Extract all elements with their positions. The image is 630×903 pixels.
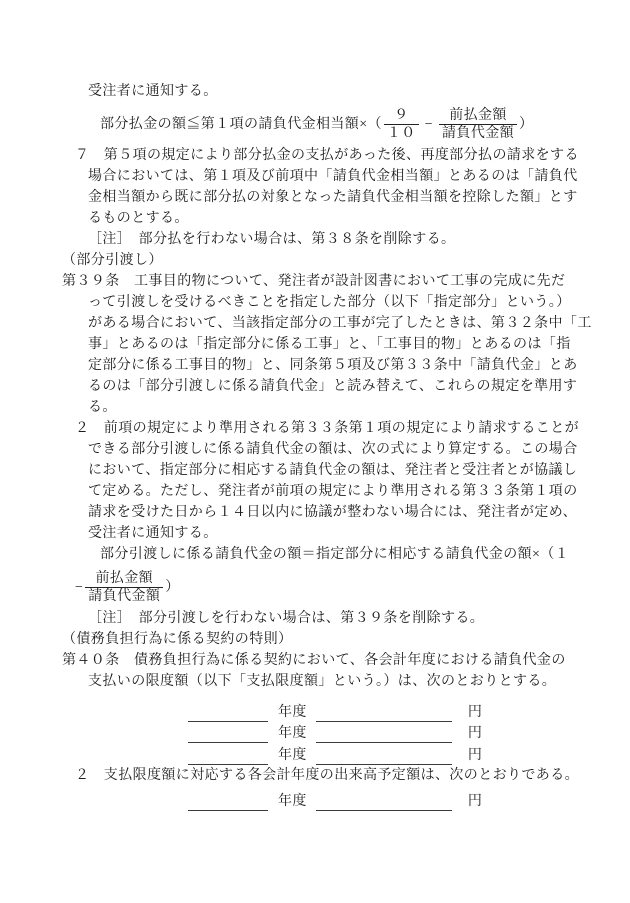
text-line: って引渡しを受けるべきことを指定した部分（以下「指定部分」という。） (88, 295, 571, 310)
year-label: 年度 (278, 726, 307, 741)
paragraph-7-line: ７ 第５項の規定により部分払金の支払があった後、再度部分払の請求をする (75, 148, 579, 163)
formula-partial-delivery-line2 (62, 570, 582, 605)
text-line: 受注者に通知する。 (88, 526, 218, 541)
text-line: るものとする。 (88, 211, 189, 226)
fill-in-row (62, 743, 582, 765)
blank-field-amount (316, 705, 452, 722)
payment-limit-fill-rows (62, 700, 582, 765)
blank-field-amount (316, 748, 452, 765)
fill-in-row (62, 790, 582, 812)
fraction-numerator: 前払金額 (95, 571, 154, 586)
formula-close-paren: ） (165, 580, 180, 595)
text-line: る。 (88, 400, 117, 415)
fraction-numerator: ９ (394, 108, 409, 123)
text-line: 受注者に通知する。 (88, 84, 218, 99)
section-heading-debt-burden: （債務負担行為に係る契約の特則） (62, 632, 293, 647)
blank-field-year (188, 705, 268, 722)
blank-field-year (188, 748, 268, 765)
blank-field-year (188, 794, 268, 811)
year-label: 年度 (278, 747, 307, 763)
yen-unit-label: 円 (467, 747, 483, 763)
document-page (62, 81, 592, 811)
text-line: 事」とあるのは「指定部分に係る工事」と、「工事目的物」とあるのは「指 (88, 337, 571, 352)
fraction-numerator: 前払金額 (449, 108, 507, 123)
text-line: て定める。ただし、発注者が前項の規定により準用される第３３条第１項の (88, 484, 578, 499)
yen-unit-label: 円 (467, 794, 483, 809)
text-line: 支払いの限度額（以下「支払限度額」という。）は、次のとおりとする。 (88, 674, 557, 689)
fraction-advance-payment (85, 570, 163, 605)
text-line: 場合においては、第１項及び前項中「請負代金相当額」とあるのは「請負代 (88, 169, 578, 184)
text-line: できる部分引渡しに係る請負代金の額は、次の式により算定する。この場合 (88, 442, 578, 457)
article-40-line: 第４０条 債務負担行為に係る契約において、各会計年度における請負代金の (62, 653, 566, 668)
note-line: ［注］ 部分引渡しを行わない場合は、第３９条を削除する。 (88, 611, 485, 626)
year-label: 年度 (278, 794, 307, 809)
text-line: 金相当額から既に部分払の対象となった請負代金相当額を控除した額」とす (88, 190, 578, 205)
text-line: 定部分に係る工事目的物」と、同条第５項及び第３３条中「請負代金」とあ (88, 358, 578, 373)
yen-unit-label: 円 (467, 726, 483, 741)
paragraph-2-line: ２ 前項の規定により準用される第３３条第１項の規定により請求することが (75, 421, 579, 436)
fill-in-row (62, 700, 582, 722)
article-39-line: 第３９条 工事目的物について、発注者が設計図書において工事の完成に先だ (62, 274, 566, 289)
fraction-denominator: １０ (384, 124, 419, 142)
fraction-advance-payment (439, 107, 517, 142)
formula-partial-delivery-line1: 部分引渡しに係る請負代金の額＝指定部分に相応する請負代金の額×（１ (100, 547, 570, 562)
minus-operator: − (75, 580, 84, 595)
year-label: 年度 (278, 704, 307, 720)
text-line: るのは「部分引渡しに係る請負代金」と読み替えて、これらの規定を準用す (88, 379, 578, 394)
formula-prefix: 部分払金の額≦第１項の請負代金相当額×（ (100, 117, 382, 132)
fraction-denominator: 請負代金額 (85, 587, 163, 605)
blank-field-amount (316, 726, 452, 743)
blank-field-amount (316, 794, 452, 811)
fill-in-row (62, 722, 582, 744)
section-heading-partial-delivery: （部分引渡し） (62, 253, 163, 268)
text-line: がある場合において、当該指定部分の工事が完了したときは、第３２条中「工 (88, 316, 592, 331)
fraction-nine-tenths (384, 107, 419, 142)
paragraph-2-line: ２ 支払限度額に対応する各会計年度の出来高予定額は、次のとおりである。 (75, 767, 579, 783)
text-line: において、指定部分に相応する請負代金の額は、発注者と受注者とが協議し (88, 463, 578, 478)
text-line: 請求を受けた日から１４日以内に協議が整わない場合には、発注者が定め、 (88, 505, 578, 520)
fraction-denominator: 請負代金額 (439, 124, 517, 142)
formula-partial-payment (62, 107, 582, 142)
formula-close-paren: ） (519, 117, 534, 132)
blank-field-year (188, 726, 268, 743)
minus-operator: − (424, 117, 434, 132)
note-line: ［注］ 部分払を行わない場合は、第３８条を削除する。 (88, 232, 456, 247)
yen-unit-label: 円 (467, 704, 483, 720)
